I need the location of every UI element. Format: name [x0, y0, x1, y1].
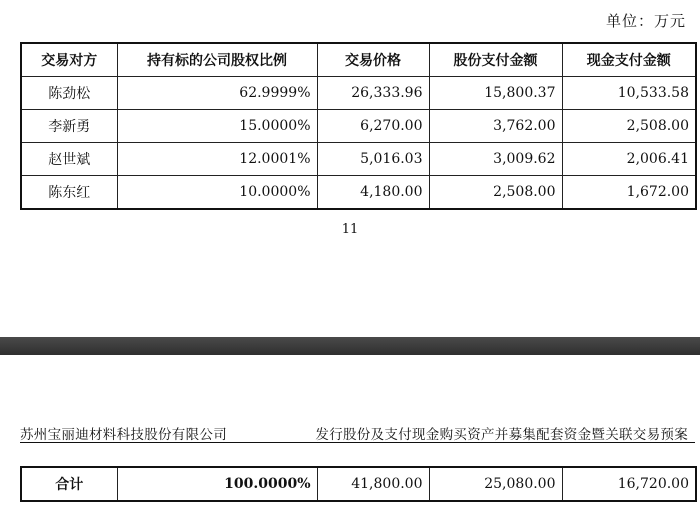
cell-share-payment: 2,508.00 [429, 176, 562, 210]
cell-price: 26,333.96 [317, 77, 429, 110]
cell-counterparty: 李新勇 [21, 110, 117, 143]
total-row [21, 467, 696, 501]
page-break-divider [0, 337, 700, 355]
table-row [21, 77, 696, 110]
cell-counterparty: 赵世斌 [21, 143, 117, 176]
table-row [21, 176, 696, 210]
table-row [21, 110, 696, 143]
cell-total-share-payment: 25,080.00 [429, 467, 562, 501]
cell-total-equity-ratio: 100.0000% [117, 467, 317, 501]
total-table [20, 466, 697, 502]
cell-total-price: 41,800.00 [317, 467, 429, 501]
table-row [21, 143, 696, 176]
col-header-share-payment: 股份支付金额 [429, 43, 562, 77]
cell-price: 4,180.00 [317, 176, 429, 210]
running-header-company: 苏州宝丽迪材料科技股份有限公司 [20, 427, 227, 443]
cell-counterparty: 陈劲松 [21, 77, 117, 110]
transaction-table [20, 42, 697, 210]
cell-equity-ratio: 62.9999% [117, 77, 317, 110]
cell-share-payment: 3,009.62 [429, 143, 562, 176]
cell-share-payment: 3,762.00 [429, 110, 562, 143]
header-rule [20, 442, 695, 443]
cell-counterparty: 陈东红 [21, 176, 117, 210]
unit-label: 单位：万元 [605, 12, 686, 30]
cell-price: 6,270.00 [317, 110, 429, 143]
cell-total-cash-payment: 16,720.00 [562, 467, 696, 501]
cell-share-payment: 15,800.37 [429, 77, 562, 110]
cell-total-label: 合计 [21, 467, 117, 501]
table-header-row [21, 43, 696, 77]
page-number: 11 [341, 222, 359, 237]
col-header-counterparty: 交易对方 [21, 43, 117, 77]
cell-price: 5,016.03 [317, 143, 429, 176]
cell-equity-ratio: 10.0000% [117, 176, 317, 210]
col-header-equity-ratio: 持有标的公司股权比例 [117, 43, 317, 77]
col-header-cash-payment: 现金支付金额 [562, 43, 696, 77]
col-header-price: 交易价格 [317, 43, 429, 77]
cell-cash-payment: 2,508.00 [562, 110, 696, 143]
cell-cash-payment: 10,533.58 [562, 77, 696, 110]
cell-cash-payment: 2,006.41 [562, 143, 696, 176]
running-header-document-title: 发行股份及支付现金购买资产并募集配套资金暨关联交易预案 [315, 427, 688, 443]
cell-cash-payment: 1,672.00 [562, 176, 696, 210]
cell-equity-ratio: 12.0001% [117, 143, 317, 176]
cell-equity-ratio: 15.0000% [117, 110, 317, 143]
